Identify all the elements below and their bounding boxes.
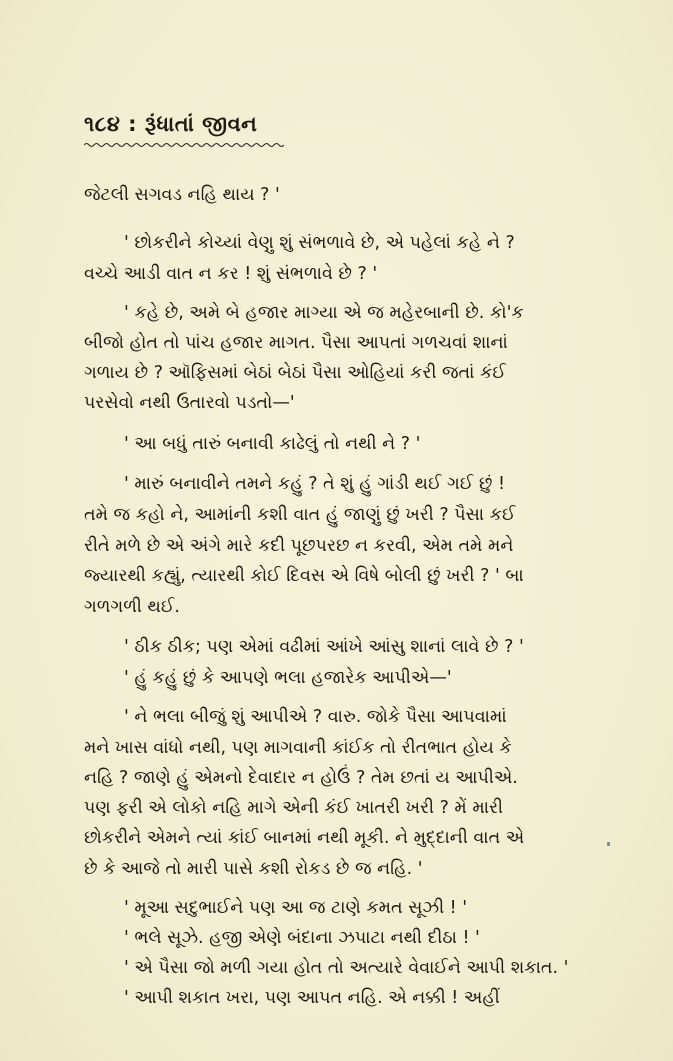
text-line: ગળગળી થઈ. — [84, 597, 180, 617]
text-line: છે કે આજે તો મારી પાસે કશી રોકડ છે જ નહિ. ' — [84, 859, 423, 879]
text-line: ' મૂઆ સદુભાઈને પણ આ જ ટાણે કમત સૂઝી ! ' — [124, 898, 468, 918]
text-line: તમે જ કહો ને, આમાંની કશી વાત હું જાણું છું ખરી ? પૈસા કઈ — [84, 505, 516, 525]
text-line: મને ખાસ વાંધો નથી, પણ માગવાની કાંઈક તો રીતભાત હોય કે — [84, 738, 512, 758]
text-line: પણ ફરી એ લોકો નહિ માગે એની કંઈ ખાતરી ખરી ? મેં મારી — [84, 798, 504, 818]
text-line: ' આ બધું તારું બનાવી કાઢેલું તો નથી ને ? ' — [124, 434, 421, 454]
text-line: ' મારું બનાવીને તમને કહું ? તે શું હું ગાંડી થઈ ગઈ છું ! — [124, 474, 505, 494]
text-line: બીજો હોત તો પાંચ હજાર માગત. પૈસા આપતાં ગળચવાં શાનાં — [84, 333, 508, 353]
running-header-text: ૧૮૪ : રૂંધાતાં જીવન — [84, 112, 258, 136]
running-header — [84, 112, 257, 137]
text-line: ' આપી શકાત ખરા, પણ આપત નહિ. એ નક્કી ! અહીં — [124, 988, 500, 1008]
header-wavy-rule — [84, 142, 284, 148]
text-line: જેટલી સગવડ નહિ થાય ? ' — [84, 185, 280, 205]
text-line: ' ઠીક ઠીક; પણ એમાં વઢીમાં આંખે આંસુ શાનાં લાવે છે ? ' — [124, 637, 524, 657]
text-line: વચ્ચે આડી વાત ન કર ! શું સંભળાવે છે ? ' — [84, 264, 378, 284]
text-line: ' છોકરીને કોચ્યાં વેણુ શું સંભળાવે છે, એ પહેલાં કહે ને ? — [124, 233, 515, 253]
page-speck — [607, 842, 610, 846]
text-line: ' હું કહું છું કે આપણે ભલા હજારેક આપીએ—' — [124, 668, 452, 688]
text-line: ' ને ભલા બીજું શું આપીએ ? વારુ. જોકે પૈસા આપવામાં — [124, 707, 507, 727]
text-line: રીતે મળે છે એ અંગે મારે કદી પૂછપરછ ન કરવી, એમ તમે મને — [84, 536, 514, 556]
text-line: નહિ ? જાણે હું એમનો દેવાદાર ન હોઉં ? તેમ છતાં ય આપીએ. — [84, 768, 518, 788]
text-line: જ્યારથી કહ્યું, ત્યારથી કોઈ દિવસ એ વિષે બોલી છું ખરી ? ' બા — [84, 566, 524, 586]
text-line: ગળાય છે ? ઑફિસમાં બેઠાં બેઠાં પૈસા ઓહિયાં કરી જતાં કંઈ — [84, 363, 506, 383]
text-line: ' કહે છે, અમે બે હજાર માગ્યા એ જ મહેરબાની છે. કો'ક — [124, 303, 524, 323]
text-line: છોકરીને એમને ત્યાં કાંઈ બાનમાં નથી મૂકી. ને મુદ્દાની વાત એ — [84, 828, 525, 848]
text-line: ' એ પૈસા જો મળી ગયા હોત તો અત્યારે વેવાઈને આપી શકાત. ' — [124, 958, 569, 978]
text-line: ' ભલે સૂઝે. હજી એણે બંદાના ઝપાટા નથી દીઠા ! ' — [124, 928, 480, 948]
text-line: પરસેવો નથી ઉતારવો પડતો—' — [84, 393, 295, 413]
